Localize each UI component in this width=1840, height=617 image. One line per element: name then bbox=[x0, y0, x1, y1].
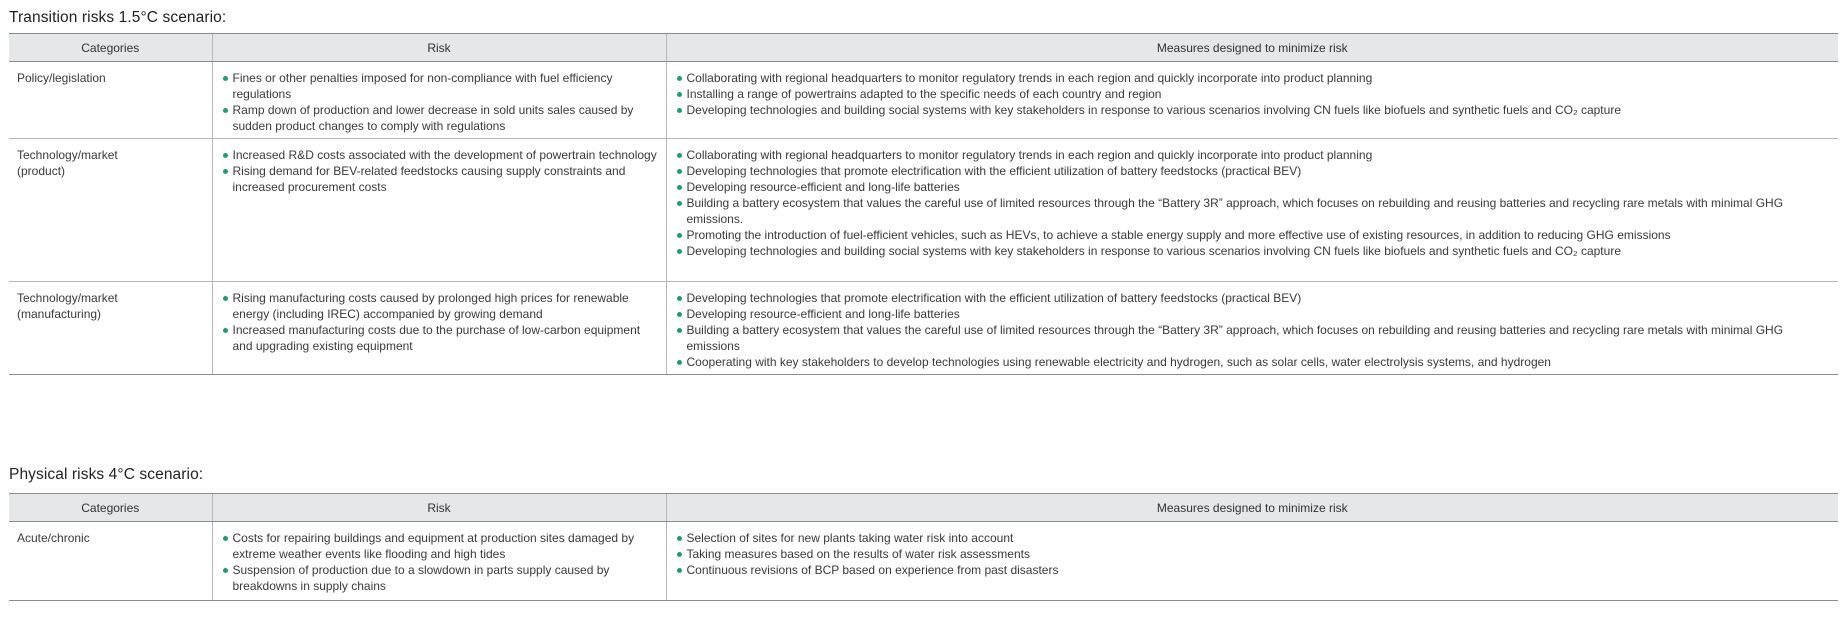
list-item: Developing resource-efficient and long-life batteries bbox=[675, 306, 1831, 322]
table-row bbox=[9, 522, 1838, 601]
list-item: Developing technologies and building social systems with key stakeholders in response to various scenarios involving CN fuels like biofuels and synthetic fuels and CO₂ capture bbox=[675, 243, 1831, 259]
list-item: Ramp down of production and lower decrease in sold units sales caused by sudden product changes to comply with regulations bbox=[221, 102, 658, 134]
list-item: Increased manufacturing costs due to the purchase of low-carbon equipment and upgrading existing equipment bbox=[221, 322, 658, 354]
header-categories: Categories bbox=[9, 34, 212, 62]
table-row bbox=[9, 62, 1838, 139]
risk-list bbox=[221, 530, 658, 594]
list-item: Taking measures based on the results of water risk assessments bbox=[675, 546, 1831, 562]
transition-risks-table bbox=[9, 33, 1838, 375]
measures-list bbox=[675, 290, 1831, 370]
category-cell: Technology/market (manufacturing) bbox=[9, 282, 212, 375]
header-risk: Risk bbox=[212, 494, 666, 522]
header-risk: Risk bbox=[212, 34, 666, 62]
list-item: Fines or other penalties imposed for non-compliance with fuel efficiency regulations bbox=[221, 70, 658, 102]
table-header-row bbox=[9, 494, 1838, 522]
risk-cell bbox=[212, 282, 666, 375]
list-item: Continuous revisions of BCP based on experience from past disasters bbox=[675, 562, 1831, 578]
list-item: Suspension of production due to a slowdown in parts supply caused by breakdowns in supply chains bbox=[221, 562, 658, 594]
physical-risks-title: Physical risks 4°C scenario: bbox=[9, 466, 204, 483]
table-header-row bbox=[9, 34, 1838, 62]
measures-list bbox=[675, 147, 1831, 259]
measures-cell bbox=[666, 62, 1838, 139]
risk-list bbox=[221, 70, 658, 134]
list-item: Cooperating with key stakeholders to develop technologies using renewable electricity and hydrogen, such as solar cells, water electrolysis systems, and hydrogen bbox=[675, 354, 1831, 370]
list-item: Increased R&D costs associated with the development of powertrain technology bbox=[221, 147, 658, 163]
list-item: Collaborating with regional headquarters to monitor regulatory trends in each region and quickly incorporate into product planning bbox=[675, 70, 1831, 86]
header-measures: Measures designed to minimize risk bbox=[666, 494, 1838, 522]
transition-risks-title: Transition risks 1.5°C scenario: bbox=[9, 9, 227, 26]
category-cell: Acute/chronic bbox=[9, 522, 212, 601]
list-item: Developing resource-efficient and long-life batteries bbox=[675, 179, 1831, 195]
list-item: Building a battery ecosystem that values the careful use of limited resources through the “Battery 3R” approach, which focuses on rebuilding and reusing batteries and recycling rare metals with minimal GHG emissions. bbox=[675, 195, 1831, 227]
category-cell: Technology/market (product) bbox=[9, 139, 212, 282]
measures-cell bbox=[666, 522, 1838, 601]
physical-risks-table bbox=[9, 493, 1838, 601]
header-measures: Measures designed to minimize risk bbox=[666, 34, 1838, 62]
risk-cell bbox=[212, 139, 666, 282]
category-cell: Policy/legislation bbox=[9, 62, 212, 139]
measures-list bbox=[675, 530, 1831, 578]
measures-cell bbox=[666, 282, 1838, 375]
list-item: Selection of sites for new plants taking water risk into account bbox=[675, 530, 1831, 546]
list-item: Collaborating with regional headquarters to monitor regulatory trends in each region and quickly incorporate into product planning bbox=[675, 147, 1831, 163]
list-item: Costs for repairing buildings and equipment at production sites damaged by extreme weather events like flooding and high tides bbox=[221, 530, 658, 562]
list-item: Promoting the introduction of fuel-efficient vehicles, such as HEVs, to achieve a stable energy supply and more effective use of existing resources, in addition to reducing GHG emissions bbox=[675, 227, 1831, 243]
risk-cell bbox=[212, 522, 666, 601]
list-item: Rising manufacturing costs caused by prolonged high prices for renewable energy (including IREC) accompanied by growing demand bbox=[221, 290, 658, 322]
table-row bbox=[9, 139, 1838, 282]
list-item: Rising demand for BEV-related feedstocks causing supply constraints and increased procurement costs bbox=[221, 163, 658, 195]
list-item: Developing technologies and building social systems with key stakeholders in response to various scenarios involving CN fuels like biofuels and synthetic fuels and CO₂ capture bbox=[675, 102, 1831, 118]
table-row bbox=[9, 282, 1838, 375]
list-item: Installing a range of powertrains adapted to the specific needs of each country and region bbox=[675, 86, 1831, 102]
risk-list bbox=[221, 147, 658, 195]
risk-cell bbox=[212, 62, 666, 139]
header-categories: Categories bbox=[9, 494, 212, 522]
measures-cell bbox=[666, 139, 1838, 282]
list-item: Developing technologies that promote electrification with the efficient utilization of battery feedstocks (practical BEV) bbox=[675, 163, 1831, 179]
risk-list bbox=[221, 290, 658, 354]
list-item: Building a battery ecosystem that values the careful use of limited resources through the “Battery 3R” approach, which focuses on rebuilding and reusing batteries and recycling rare metals with minimal GHG emissions bbox=[675, 322, 1831, 354]
list-item: Developing technologies that promote electrification with the efficient utilization of battery feedstocks (practical BEV) bbox=[675, 290, 1831, 306]
measures-list bbox=[675, 70, 1831, 118]
